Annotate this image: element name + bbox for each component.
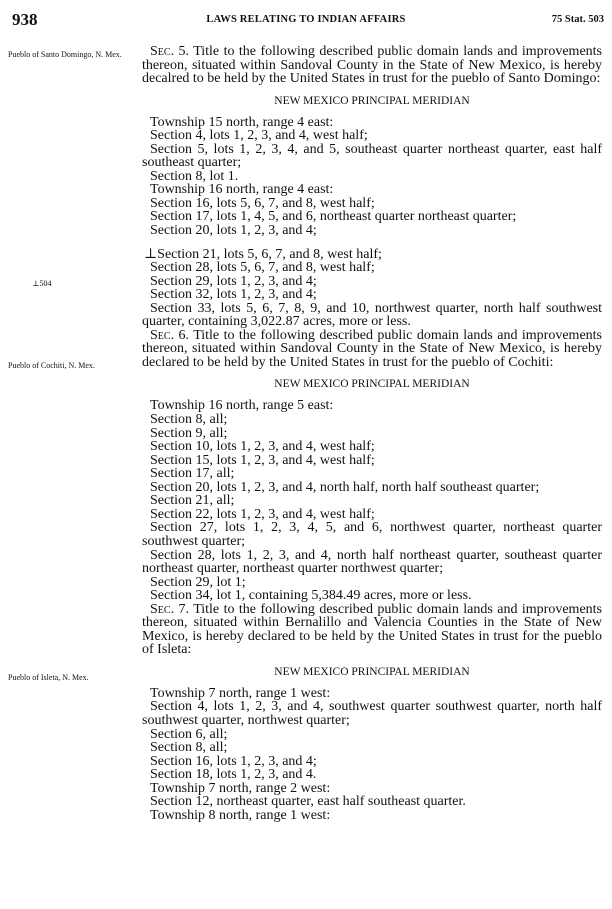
land-line: Section 28, lots 5, 6, 7, and 8, west half; (150, 260, 375, 276)
land-line: Township 16 north, range 4 east: (150, 182, 334, 198)
section-text: Title to the following described public domain lands and improvements thereon, situated within Bernalillo and Valencia Counties in the State of New Mexico, is hereby declared to be held by the United States in trust for the pueblo of Isleta: (142, 601, 602, 658)
section-5-paragraph (142, 45, 602, 86)
margin-note-santo-domingo: Pueblo of Santo Domingo, N. Mex. (8, 50, 122, 59)
statute-body (142, 45, 602, 822)
land-line: Section 4, lots 1, 2, 3, and 4, west half; (150, 128, 368, 144)
meridian-heading: NEW MEXICO PRINCIPAL MERIDIAN (274, 665, 470, 678)
land-line: Section 20, lots 1, 2, 3, and 4; (150, 223, 317, 239)
land-line: Section 21, all; (150, 493, 235, 509)
land-line: Section 32, lots 1, 2, 3, and 4; (150, 287, 317, 303)
section-text: Title to the following described public domain lands and improvements thereon, situated within Sandoval County in the State of New Mexico, is hereby decalred to be held by the United States in trust for the pueblo of Santo Domingo: (142, 44, 602, 87)
land-line: Township 7 north, range 1 west: (150, 685, 331, 701)
meridian-heading: NEW MEXICO PRINCIPAL MERIDIAN (274, 378, 470, 391)
page-number: 938 (12, 10, 38, 29)
land-line: Section 4, lots 1, 2, 3, and 4, southwest quarter southwest quarter, north half southwest quarter, northwest quarter; (142, 699, 602, 728)
statute-citation: 75 Stat. 503 (551, 14, 604, 25)
land-line: Section 29, lots 1, 2, 3, and 4; (150, 273, 317, 289)
section-label: Sec. 7. (150, 601, 190, 617)
land-line: Section 8, all; (150, 412, 228, 428)
land-line: Section 27, lots 1, 2, 3, 4, 5, and 6, northwest quarter, northeast quarter southwest quarter; (142, 520, 602, 549)
land-line: Section 10, lots 1, 2, 3, and 4, west half; (150, 439, 375, 455)
land-line: Section 16, lots 5, 6, 7, and 8, west half; (150, 195, 375, 211)
land-line: Section 33, lots 5, 6, 7, 8, 9, and 10, northwest quarter, north half southwest quarter, containing 3,022.87 acres, more or less. (142, 300, 602, 330)
page-header (0, 10, 612, 30)
land-line: Section 6, all; (150, 726, 228, 742)
running-title: LAWS RELATING TO INDIAN AFFAIRS (206, 14, 406, 25)
land-line: Township 15 north, range 4 east: (150, 114, 334, 130)
meridian-heading: NEW MEXICO PRINCIPAL MERIDIAN (274, 94, 470, 107)
land-line: Section 15, lots 1, 2, 3, and 4, west half; (150, 452, 375, 468)
land-line: Section 34, lot 1, containing 5,384.49 acres, more or less. (150, 588, 472, 604)
section-7-paragraph (142, 603, 602, 657)
margin-note-cochiti: Pueblo of Cochiti, N. Mex. (8, 361, 95, 370)
land-line: Section 17, lots 1, 4, 5, and 6, northeast quarter northeast quarter; (150, 209, 517, 225)
land-line: Section 17, all; (150, 466, 235, 482)
land-line: Section 8, all; (150, 740, 228, 756)
margin-note-isleta: Pueblo of Isleta, N. Mex. (8, 673, 89, 682)
section-label: Sec. 5. (150, 44, 190, 59)
section-text: Title to the following described public domain lands and improvements thereon, situated within Sandoval County in the State of New Mexico, is hereby declared to be held by the United States in trust for the pueblo of Cochiti: (142, 327, 602, 370)
land-line: Section 29, lot 1; (150, 574, 246, 590)
land-line: Section 22, lots 1, 2, 3, and 4, west half; (150, 506, 375, 522)
land-line: Section 12, northeast quarter, east half southeast quarter. (150, 794, 466, 810)
land-line: Section 20, lots 1, 2, 3, and 4, north half, north half southeast quarter; (150, 479, 540, 495)
page-break-marker: ⊥504 (32, 279, 52, 288)
land-line: Section 18, lots 1, 2, 3, and 4. (150, 767, 317, 783)
land-line: Section 28, lots 1, 2, 3, and 4, north half northeast quarter, southeast quarter northeast quarter, northeast quarter northwest quarter; (142, 547, 602, 577)
land-line: Section 8, lot 1. (150, 168, 239, 184)
land-line: ⊥Section 21, lots 5, 6, 7, and 8, west half; (144, 246, 382, 262)
land-line: Township 7 north, range 2 west: (150, 780, 331, 796)
land-line: Section 9, all; (150, 425, 228, 441)
section-6-paragraph (142, 329, 602, 370)
land-line: Section 5, lots 1, 2, 3, 4, and 5, southeast quarter northeast quarter, east half southeast quarter; (142, 141, 602, 171)
land-line: Township 16 north, range 5 east: (150, 398, 334, 414)
section-label: Sec. 6. (150, 327, 190, 343)
land-line: Section 16, lots 1, 2, 3, and 4; (150, 753, 317, 769)
land-line: Township 8 north, range 1 west: (150, 807, 331, 823)
